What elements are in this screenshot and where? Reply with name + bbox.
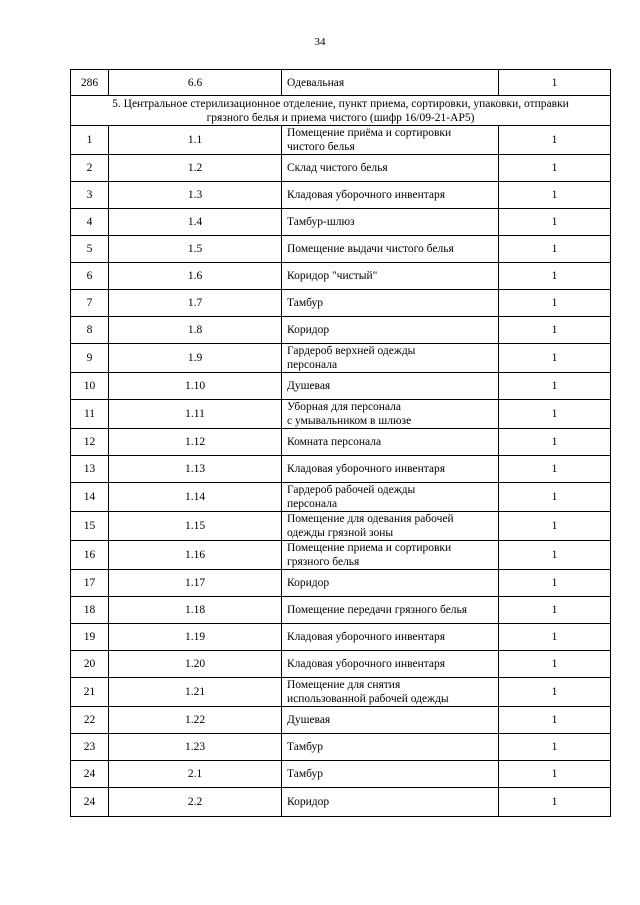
table-row	[71, 126, 611, 155]
room-name-cell: Кладовая уборочного инвентаря	[282, 624, 499, 651]
table-row	[71, 182, 611, 209]
room-name-cell: Тамбур-шлюз	[282, 209, 499, 236]
room-name-cell: Душевая	[282, 373, 499, 400]
room-name-cell: Душевая	[282, 707, 499, 734]
quantity-cell: 1	[499, 429, 611, 456]
room-code-cell: 1.1	[109, 126, 282, 155]
room-code-cell: 2.2	[109, 788, 282, 817]
row-number-cell: 24	[71, 788, 109, 817]
quantity-cell: 1	[499, 761, 611, 788]
room-code-cell: 1.7	[109, 290, 282, 317]
room-code-cell: 1.9	[109, 344, 282, 373]
room-code-cell: 1.18	[109, 597, 282, 624]
table-row	[71, 512, 611, 541]
table-row	[71, 707, 611, 734]
room-name-cell: Кладовая уборочного инвентаря	[282, 456, 499, 483]
room-name-cell: Кладовая уборочного инвентаря	[282, 182, 499, 209]
table-row	[71, 290, 611, 317]
table-row	[71, 678, 611, 707]
quantity-cell: 1	[499, 236, 611, 263]
row-number-cell: 19	[71, 624, 109, 651]
room-code-cell: 1.5	[109, 236, 282, 263]
room-code-cell: 1.13	[109, 456, 282, 483]
table-row	[71, 400, 611, 429]
room-name-cell: Коридор	[282, 317, 499, 344]
quantity-cell: 1	[499, 788, 611, 817]
room-name-cell: Помещение выдачи чистого белья	[282, 236, 499, 263]
table-row	[71, 624, 611, 651]
table-row	[71, 597, 611, 624]
row-number-cell: 10	[71, 373, 109, 400]
room-code-cell: 1.17	[109, 570, 282, 597]
room-code-cell: 1.12	[109, 429, 282, 456]
room-code-cell: 1.3	[109, 182, 282, 209]
room-code-cell: 1.2	[109, 155, 282, 182]
row-number-cell: 20	[71, 651, 109, 678]
table-row	[71, 373, 611, 400]
room-code-cell: 1.4	[109, 209, 282, 236]
table-row	[71, 209, 611, 236]
section-title: 5. Центральное стерилизационное отделение, пункт приема, сортировки, упаковки, отправки грязного белья и приема чистого (шифр 16/09-21-АР5)	[71, 96, 611, 126]
room-code-cell: 1.15	[109, 512, 282, 541]
table-row	[71, 541, 611, 570]
quantity-cell: 1	[499, 317, 611, 344]
table-row	[71, 70, 611, 96]
row-number-cell: 18	[71, 597, 109, 624]
room-name-cell: Уборная для персонала с умывальником в шлюзе	[282, 400, 499, 429]
row-number-cell: 1	[71, 126, 109, 155]
quantity-cell: 1	[499, 400, 611, 429]
room-code-cell: 6.6	[109, 70, 282, 96]
room-code-cell: 1.11	[109, 400, 282, 429]
row-number-cell: 3	[71, 182, 109, 209]
row-number-cell: 15	[71, 512, 109, 541]
row-number-cell: 5	[71, 236, 109, 263]
room-code-cell: 1.23	[109, 734, 282, 761]
room-name-cell: Тамбур	[282, 734, 499, 761]
room-code-cell: 2.1	[109, 761, 282, 788]
table-row	[71, 456, 611, 483]
room-name-cell: Коридор	[282, 570, 499, 597]
row-number-cell: 9	[71, 344, 109, 373]
quantity-cell: 1	[499, 483, 611, 512]
quantity-cell: 1	[499, 597, 611, 624]
table-row	[71, 651, 611, 678]
table-row	[71, 263, 611, 290]
room-name-cell: Помещение для одевания рабочей одежды грязной зоны	[282, 512, 499, 541]
room-code-cell: 1.20	[109, 651, 282, 678]
room-name-cell: Помещение приема и сортировки грязного белья	[282, 541, 499, 570]
room-code-cell: 1.8	[109, 317, 282, 344]
room-name-cell: Кладовая уборочного инвентаря	[282, 651, 499, 678]
quantity-cell: 1	[499, 290, 611, 317]
row-number-cell: 12	[71, 429, 109, 456]
table-row	[71, 429, 611, 456]
quantity-cell: 1	[499, 373, 611, 400]
table-row	[71, 317, 611, 344]
quantity-cell: 1	[499, 70, 611, 96]
table-row	[71, 570, 611, 597]
row-number-cell: 4	[71, 209, 109, 236]
quantity-cell: 1	[499, 209, 611, 236]
room-code-cell: 1.14	[109, 483, 282, 512]
quantity-cell: 1	[499, 678, 611, 707]
row-number-cell: 13	[71, 456, 109, 483]
table-row	[71, 761, 611, 788]
row-number-cell: 17	[71, 570, 109, 597]
row-number-cell: 14	[71, 483, 109, 512]
room-name-cell: Помещение для снятия использованной рабочей одежды	[282, 678, 499, 707]
quantity-cell: 1	[499, 570, 611, 597]
row-number-cell: 286	[71, 70, 109, 96]
room-name-cell: Комната персонала	[282, 429, 499, 456]
page-number: 34	[314, 36, 326, 48]
section-header-row	[71, 96, 611, 126]
room-name-cell: Склад чистого белья	[282, 155, 499, 182]
room-name-cell: Коридор "чистый"	[282, 263, 499, 290]
room-name-cell: Помещение приёма и сортировки чистого белья	[282, 126, 499, 155]
room-code-cell: 1.10	[109, 373, 282, 400]
quantity-cell: 1	[499, 456, 611, 483]
quantity-cell: 1	[499, 155, 611, 182]
table-row	[71, 788, 611, 817]
room-name-cell: Одевальная	[282, 70, 499, 96]
quantity-cell: 1	[499, 734, 611, 761]
row-number-cell: 7	[71, 290, 109, 317]
row-number-cell: 2	[71, 155, 109, 182]
quantity-cell: 1	[499, 263, 611, 290]
row-number-cell: 8	[71, 317, 109, 344]
quantity-cell: 1	[499, 541, 611, 570]
table-row	[71, 236, 611, 263]
room-name-cell: Тамбур	[282, 290, 499, 317]
quantity-cell: 1	[499, 182, 611, 209]
row-number-cell: 21	[71, 678, 109, 707]
quantity-cell: 1	[499, 344, 611, 373]
row-number-cell: 16	[71, 541, 109, 570]
room-code-cell: 1.19	[109, 624, 282, 651]
room-name-cell: Тамбур	[282, 761, 499, 788]
row-number-cell: 6	[71, 263, 109, 290]
quantity-cell: 1	[499, 651, 611, 678]
room-name-cell: Коридор	[282, 788, 499, 817]
room-code-cell: 1.16	[109, 541, 282, 570]
room-name-cell: Гардероб верхней одежды персонала	[282, 344, 499, 373]
quantity-cell: 1	[499, 707, 611, 734]
room-code-cell: 1.6	[109, 263, 282, 290]
table-row	[71, 344, 611, 373]
row-number-cell: 23	[71, 734, 109, 761]
room-code-cell: 1.21	[109, 678, 282, 707]
rooms-table	[70, 69, 611, 817]
quantity-cell: 1	[499, 512, 611, 541]
table-row	[71, 734, 611, 761]
room-name-cell: Гардероб рабочей одежды персонала	[282, 483, 499, 512]
row-number-cell: 11	[71, 400, 109, 429]
table-row	[71, 483, 611, 512]
row-number-cell: 24	[71, 761, 109, 788]
quantity-cell: 1	[499, 624, 611, 651]
table-row	[71, 155, 611, 182]
room-code-cell: 1.22	[109, 707, 282, 734]
room-name-cell: Помещение передачи грязного белья	[282, 597, 499, 624]
row-number-cell: 22	[71, 707, 109, 734]
quantity-cell: 1	[499, 126, 611, 155]
